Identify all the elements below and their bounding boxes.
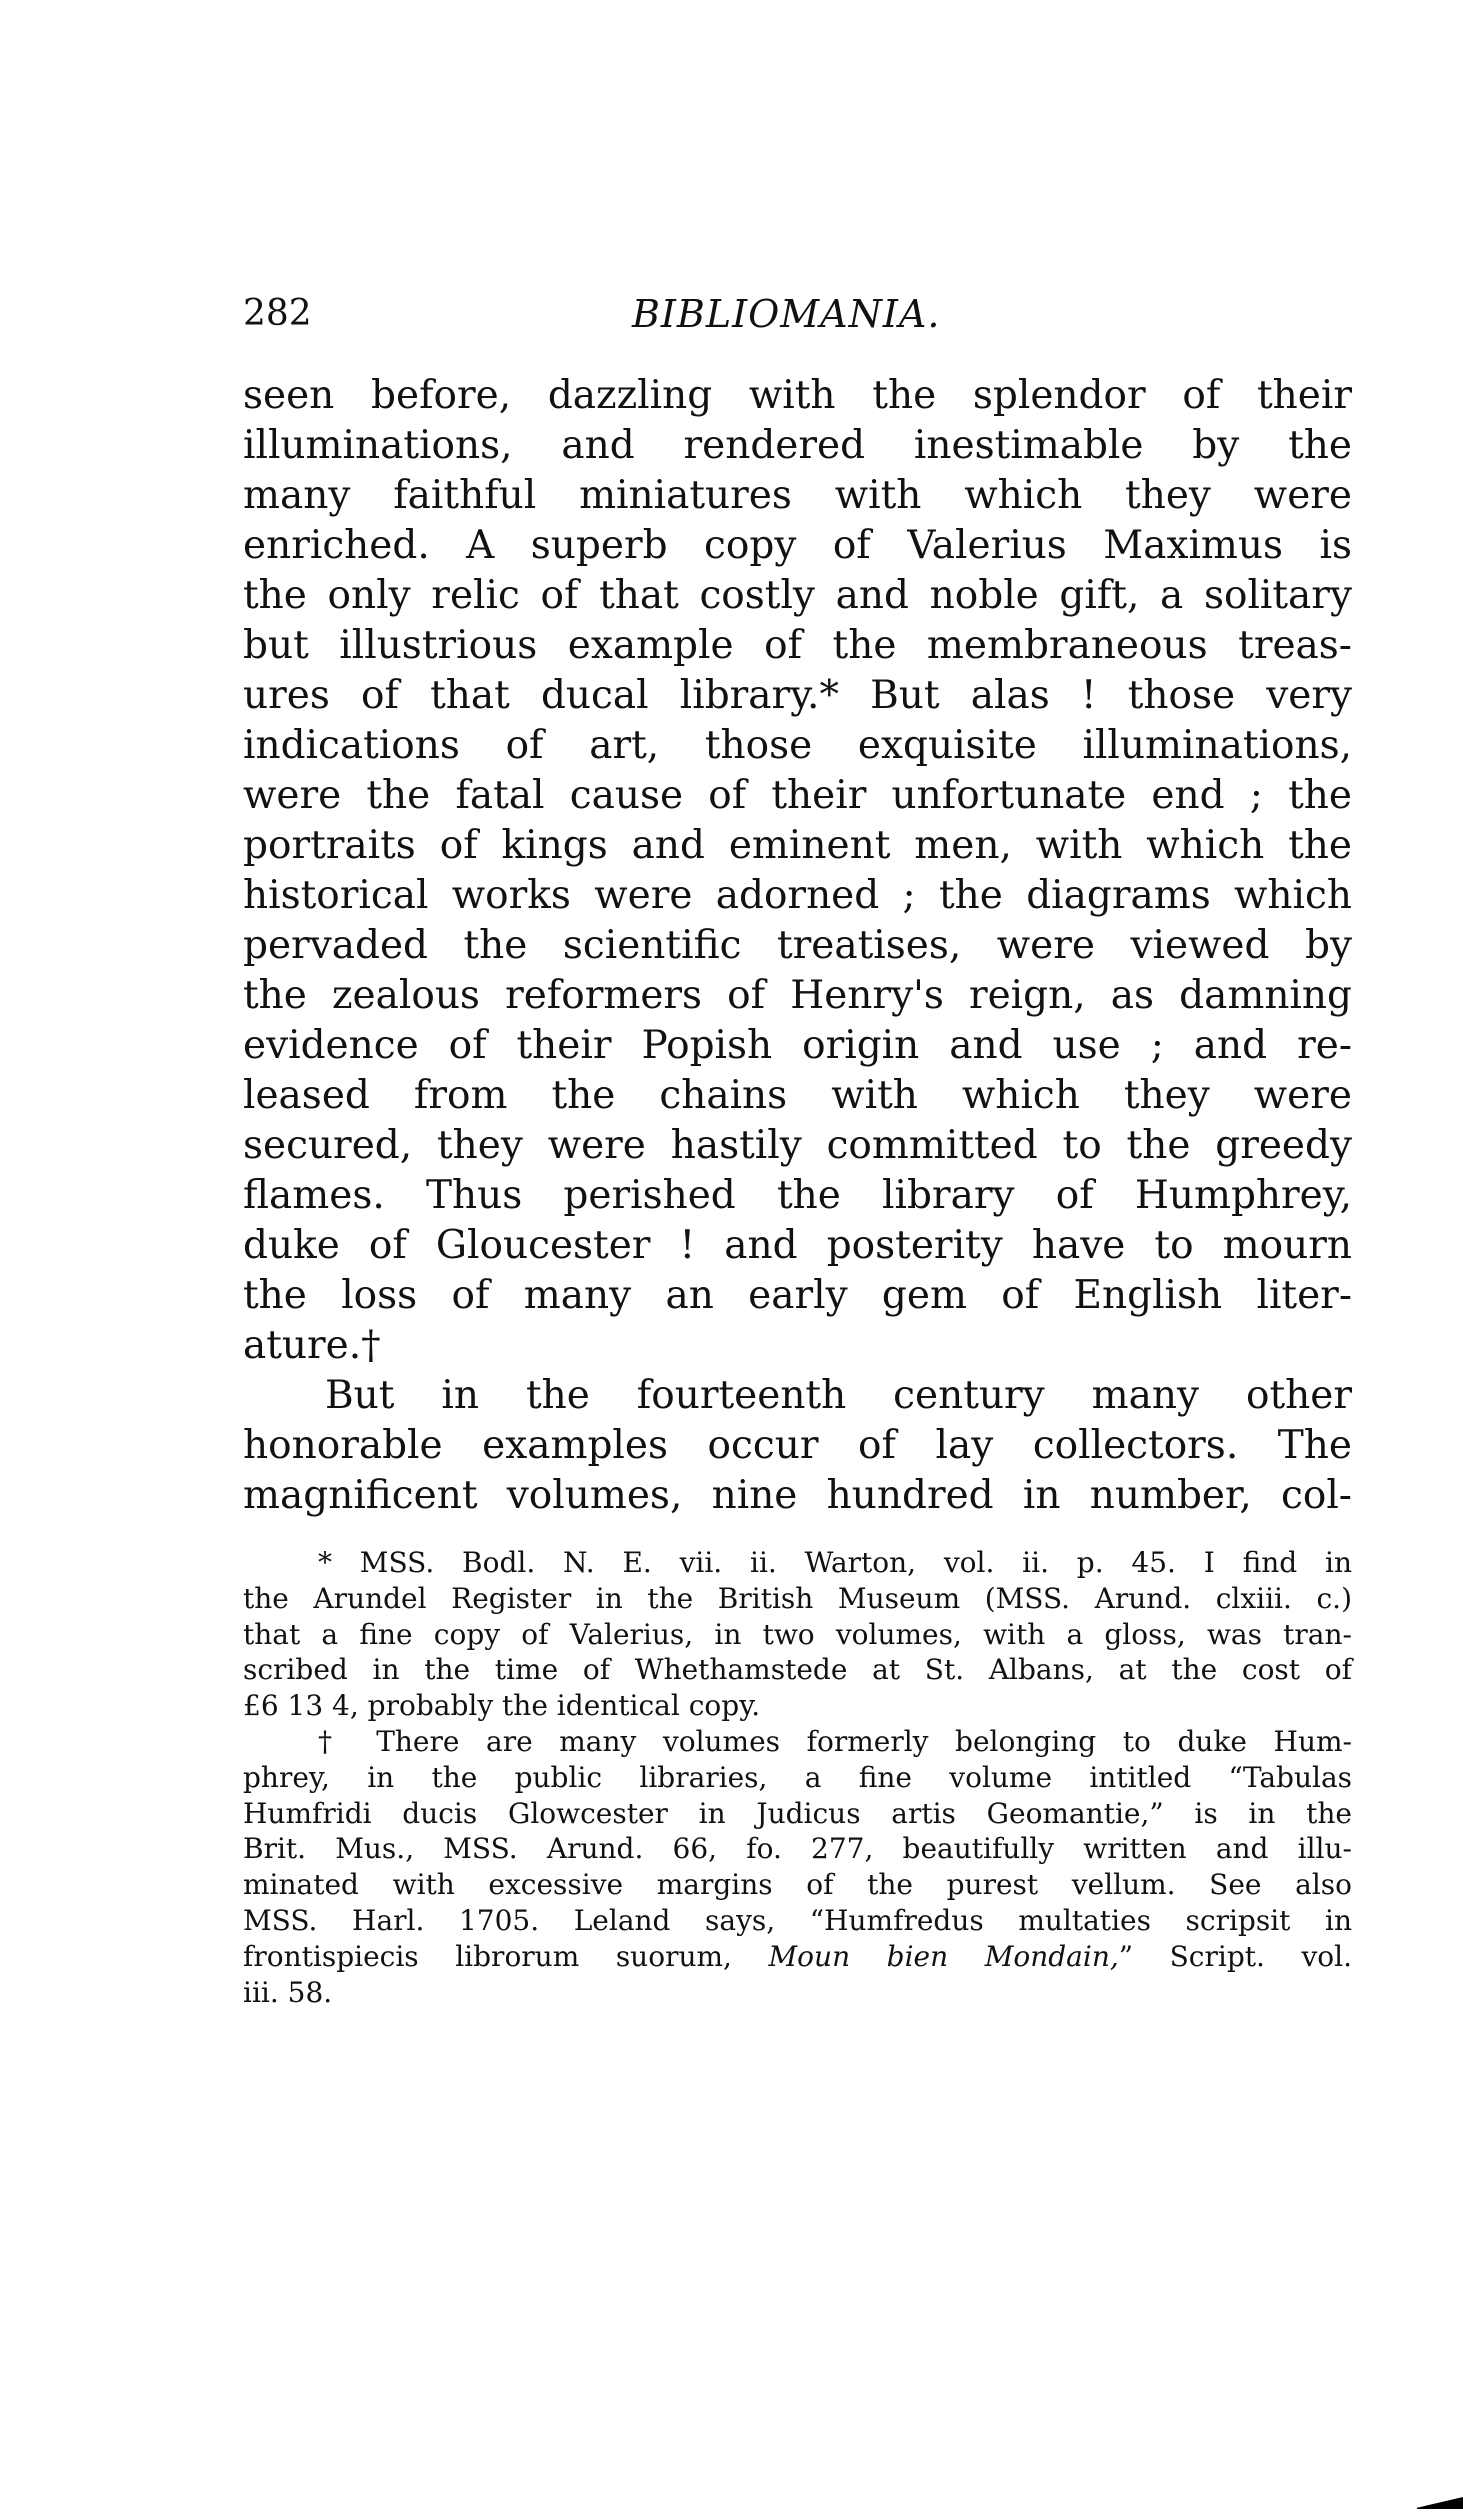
scan-artifact-mark (1417, 2497, 1463, 2509)
footnote-line: minated with excessive margins of the purest vellum. See also (243, 1868, 1352, 1902)
body-line: seen before, dazzling with the splendor of their (243, 373, 1352, 418)
footnote-line: Brit. Mus., MSS. Arund. 66, fo. 277, beautifully written and illu- (243, 1832, 1352, 1866)
italic-quotation: Moun bien Mondain, (768, 1939, 1119, 1973)
footnote-text: frontispiecis librorum suorum, (243, 1939, 732, 1973)
body-line: many faithful miniatures with which they were (243, 473, 1352, 518)
footnote-line-with-italic (243, 1939, 1352, 1975)
body-line: honorable examples occur of lay collectors. The (243, 1423, 1352, 1468)
footnote-text: ” Script. vol. (1118, 1939, 1352, 1973)
running-head (243, 292, 1352, 336)
body-line: historical works were adorned ; the diagrams which (243, 873, 1352, 918)
body-line: the loss of many an early gem of English liter- (243, 1273, 1352, 1318)
body-line: indications of art, those exquisite illuminations, (243, 723, 1352, 768)
footnote-line: Humfridi ducis Glowcester in Judicus artis Geomantie,” is in the (243, 1796, 1352, 1830)
footnote-line: scribed in the time of Whethamstede at St. Albans, at the cost of (243, 1653, 1352, 1687)
body-line: but illustrious example of the membraneous treas- (243, 623, 1352, 668)
body-line: pervaded the scientific treatises, were viewed by (243, 923, 1352, 968)
body-line: magnificent volumes, nine hundred in number, col- (243, 1473, 1352, 1518)
footnote-line: that a fine copy of Valerius, in two volumes, with a gloss, was tran- (243, 1617, 1352, 1651)
body-line: enriched. A superb copy of Valerius Maximus is (243, 523, 1352, 568)
body-line-paragraph-start: But in the fourteenth century many other (325, 1373, 1352, 1418)
body-line: the only relic of that costly and noble gift, a solitary (243, 573, 1352, 618)
footnote-dagger-start: † There are many volumes formerly belonging to duke Hum- (318, 1724, 1352, 1758)
footnote-line-end: iii. 58. (243, 1975, 333, 2009)
footnote-line-end: £6 13 4, probably the identical copy. (243, 1689, 761, 1723)
body-line-paragraph-end: ature.† (243, 1323, 381, 1368)
body-line: illuminations, and rendered inestimable by the (243, 423, 1352, 468)
footnote-line: phrey, in the public libraries, a fine volume intitled “Tabulas (243, 1760, 1352, 1794)
body-line: were the fatal cause of their unfortunate end ; the (243, 773, 1352, 818)
body-line: leased from the chains with which they were (243, 1073, 1352, 1118)
body-line: evidence of their Popish origin and use ; and re- (243, 1023, 1352, 1068)
body-line: secured, they were hastily committed to the greedy (243, 1123, 1352, 1168)
body-line: the zealous reformers of Henry's reign, as damning (243, 973, 1352, 1018)
page-number: 282 (243, 293, 312, 334)
body-line: portraits of kings and eminent men, with which the (243, 823, 1352, 868)
footnotes (243, 1545, 1352, 2010)
footnote-asterisk-start: * MSS. Bodl. N. E. vii. ii. Warton, vol. ii. p. 45. I find in (318, 1546, 1352, 1579)
running-title: BIBLIOMANIA. (632, 292, 941, 336)
body-line: ures of that ducal library.* But alas ! those very (243, 673, 1352, 718)
body-line: duke of Gloucester ! and posterity have to mourn (243, 1223, 1352, 1268)
footnote-line: MSS. Harl. 1705. Leland says, “Humfredus multaties scripsit in (243, 1903, 1352, 1937)
body-line: flames. Thus perished the library of Humphrey, (243, 1173, 1352, 1218)
footnote-line: the Arundel Register in the British Museum (MSS. Arund. clxiii. c.) (243, 1581, 1352, 1615)
body-text (243, 371, 1352, 1521)
